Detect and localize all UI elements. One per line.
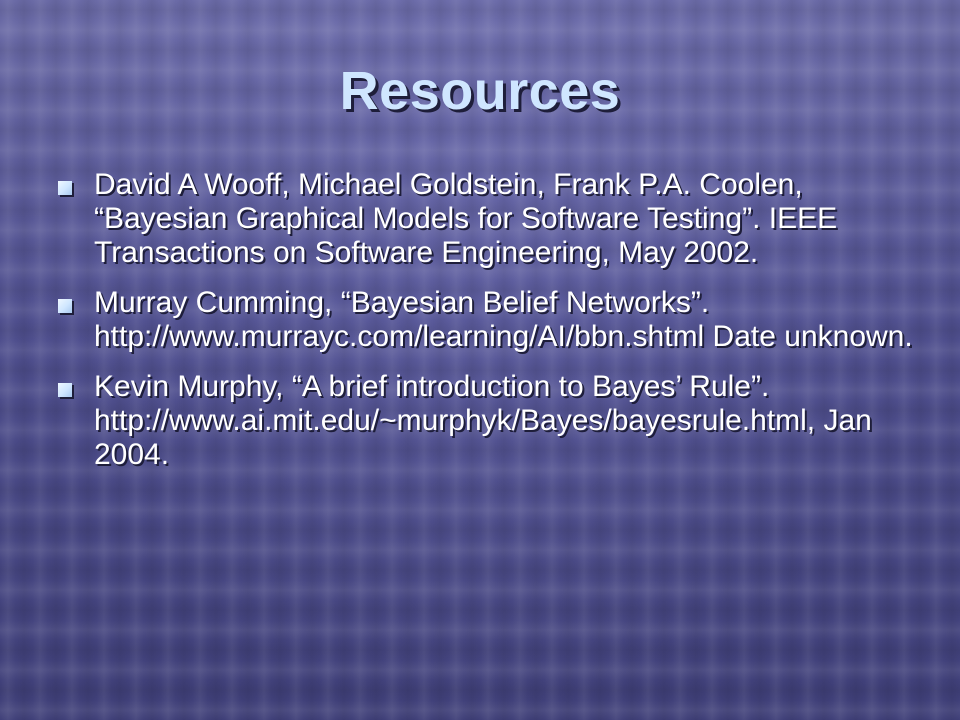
bullet-item (58, 286, 918, 354)
slide-title: Resources (339, 61, 621, 121)
bullet-text: Murray Cumming, “Bayesian Belief Networks”. http://www.murrayc.com/learning/AI/bbn.shtml Date unknown. (94, 286, 913, 353)
square-bullet-icon (58, 181, 72, 195)
bullet-list (58, 168, 918, 488)
bullet-item (58, 370, 918, 472)
bullet-item (58, 168, 918, 270)
square-bullet-icon (58, 299, 72, 313)
square-bullet-icon (58, 383, 72, 397)
bullet-text: Kevin Murphy, “A brief introduction to Bayes’ Rule”. http://www.ai.mit.edu/~murphyk/Bayes/bayesrule.html, Jan 2004. (94, 370, 872, 471)
bullet-text: David A Wooff, Michael Goldstein, Frank P.A. Coolen, “Bayesian Graphical Models for Software Testing”. IEEE Transactions on Software Engineering, May 2002. (94, 168, 838, 269)
